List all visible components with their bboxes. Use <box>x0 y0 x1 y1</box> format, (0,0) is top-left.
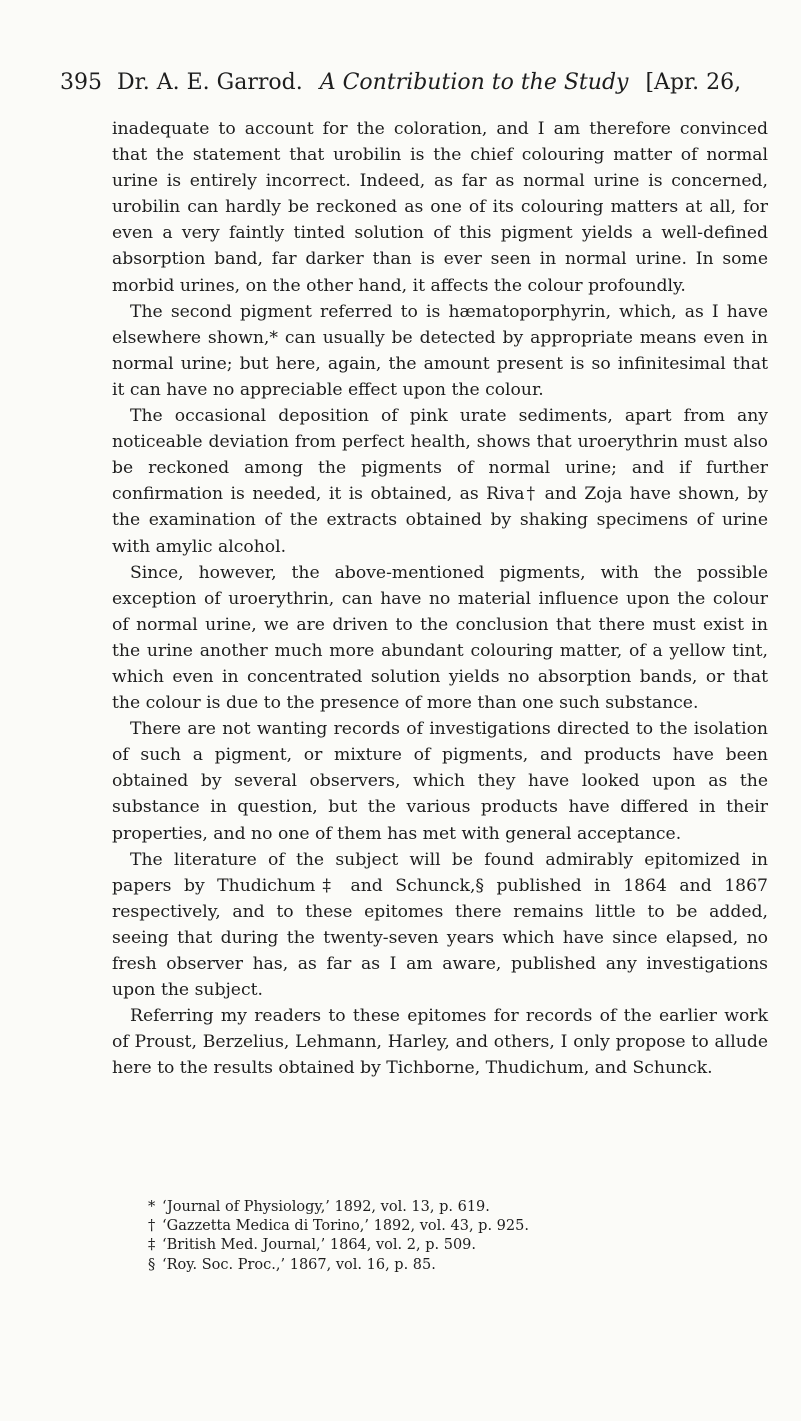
paragraph: There are not wanting records of investigations directed to the isolation of such a pigment, or mixture of pigments, and products have been obtained by several observers, which they have looked upon as the substance in question, but the various products have differed in their properties, and no one of them has met with general acceptance. <box>112 719 768 844</box>
paragraph: The literature of the subject will be found admirably epitomized in papers by Thudichum‡ and Schunck,§ published in 1864 and 1867 respectively, and to these epitomes there remains little to be added, seeing that during the twenty-seven years which have since elapsed, no fresh observer has, as far as I am aware, published any investigations upon the subject. <box>112 849 768 1001</box>
paragraph: The occasional deposition of pink urate sediments, apart from any noticeable deviation from perfect health, shows that uroerythrin must also be reckoned among the pigments of normal urine; and if further confirmation is needed, it is obtained, as Riva† and Zoja have shown, by the examination of the extracts obtained by shaking specimens of urine with amylic alcohol. <box>112 406 768 557</box>
footnote-text: ‘Roy. Soc. Proc.,’ 1867, vol. 16, p. 85. <box>162 1256 436 1273</box>
footnote-mark: § <box>148 1256 156 1273</box>
footnote <box>148 1217 748 1236</box>
footnotes <box>148 1198 748 1275</box>
paragraph: Since, however, the above-mentioned pigments, with the possible exception of uroerythrin, can have no material influence upon the colour of normal urine, we are driven to the conclusion that there must exist in the urine another much more abundant colouring matter, of a yellow tint, which even in concentrated solution yields no absorption bands, or that the colour is due to the presence of more than one such substance. <box>112 562 768 714</box>
footnote-mark: ‡ <box>148 1237 156 1254</box>
footnote <box>148 1256 748 1275</box>
body-text <box>112 116 768 1081</box>
footnote-text: ‘Journal of Physiology,’ 1892, vol. 13, p. 619. <box>162 1199 490 1215</box>
paragraph: The second pigment referred to is hæmatoporphyrin, which, as I have elsewhere shown,* can usually be detected by appropriate means even in normal urine; but here, again, the amount present is so infinitesimal that it can have no appreciable effect upon the colour. <box>112 301 768 400</box>
footnote <box>148 1236 748 1255</box>
header-title: A Contribution to the Study <box>319 70 629 95</box>
footnote <box>148 1198 748 1217</box>
footnote-text: ‘Gazzetta Medica di Torino,’ 1892, vol. 43, p. 925. <box>162 1218 529 1235</box>
header-author: Dr. A. E. Garrod. <box>117 70 303 95</box>
paragraph: Referring my readers to these epitomes for records of the earlier work of Proust, Berzelius, Lehmann, Harley, and others, I only propose to allude here to the results obtained by Tichborne, Thudichum, and Schunck. <box>112 1006 768 1079</box>
page-number: 395 <box>60 70 102 95</box>
header-date: [Apr. 26, <box>645 70 742 95</box>
footnote-text: ‘British Med. Journal,’ 1864, vol. 2, p. 509. <box>162 1237 477 1254</box>
running-header <box>60 68 770 98</box>
footnote-mark: * <box>148 1199 156 1215</box>
paragraph: inadequate to account for the coloration, and I am therefore convinced that the statement that urobilin is the chief colouring matter of normal urine is entirely incorrect. Indeed, as far as normal urine is concerned, urobilin can hardly be reckoned as one of its colouring matters at all, for even a very faintly tinted solution of this pigment yields a well-defined absorption band, far darker than is ever seen in normal urine. In some morbid urines, on the other hand, it affects the colour profoundly. <box>112 119 768 296</box>
footnote-mark: † <box>148 1218 156 1235</box>
